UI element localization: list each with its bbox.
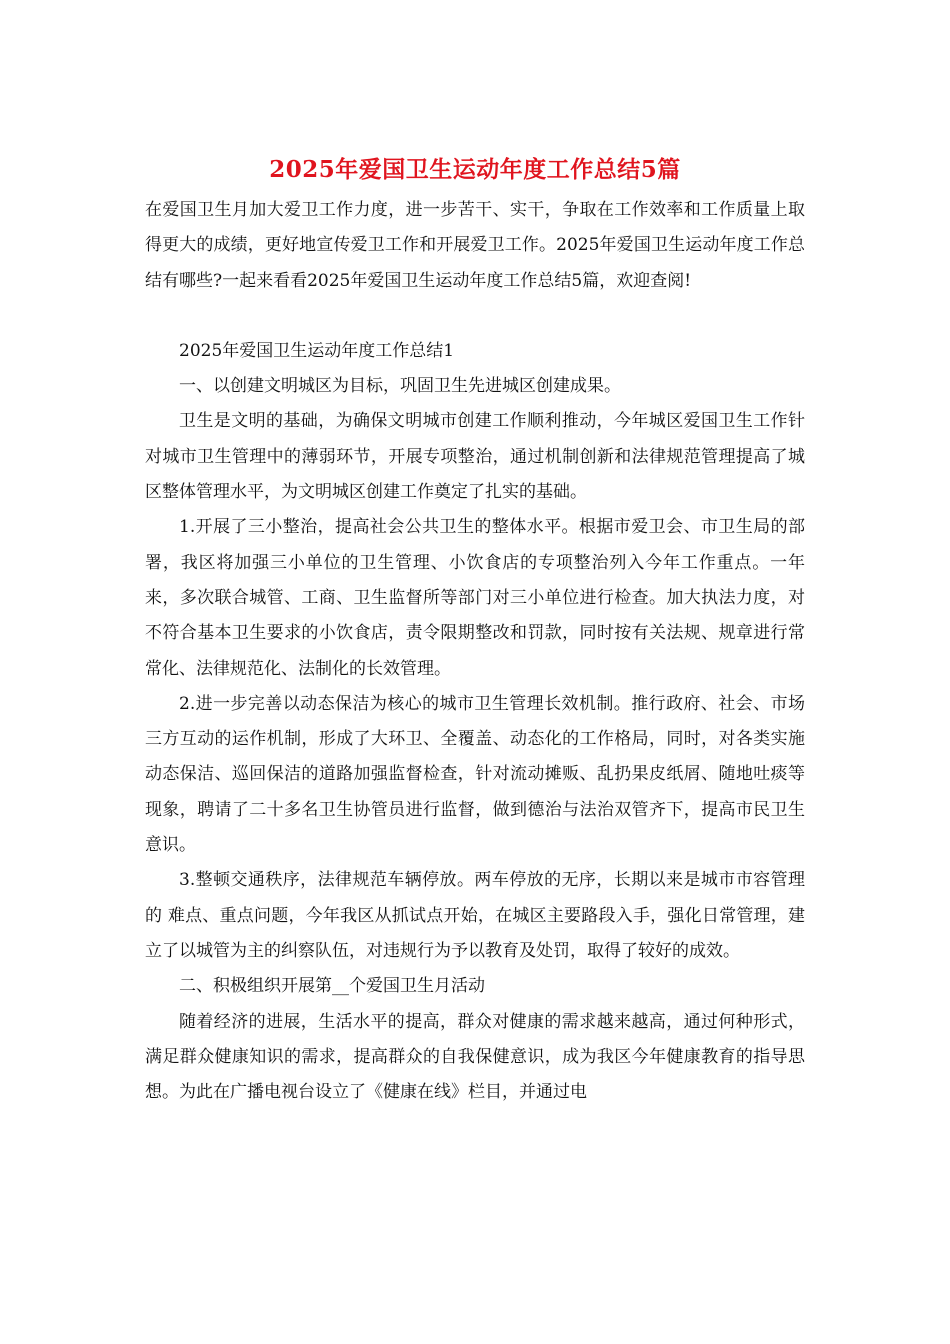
paragraph-spacer: [145, 299, 805, 334]
paragraph-2: 1.开展了三小整治，提高社会公共卫生的整体水平。根据市爱卫会、市卫生局的部署，我区将加强三小单位的卫生管理、小饮食店的专项整治列入今年工作重点。一年来，多次联合城管、工商、卫生监督所等部门对三小单位进行检查。加大执法力度，对不符合基本卫生要求的小饮食店，责令限期整改和罚款，同时按有关法规、规章进行常常化、法律规范化、法制化的长效管理。: [145, 517, 805, 679]
heading-2: 二、积极组织开展第__个爱国卫生月活动: [179, 976, 485, 997]
document-body: [145, 193, 805, 1110]
paragraph-1: 卫生是文明的基础，为确保文明城市创建工作顺利推动，今年城区爱国卫生工作针对城市卫生管理中的薄弱环节，开展专项整治，通过机制创新和法律规范管理提高了城区整体管理水平，为文明城区创建工作奠定了扎实的基础。: [145, 411, 805, 503]
paragraph-3: 2.进一步完善以动态保洁为核心的城市卫生管理长效机制。推行政府、社会、市场三方互动的运作机制，形成了大环卫、全覆盖、动态化的工作格局，同时，对各类实施动态保洁、巡回保洁的道路加强监督检查，针对流动摊贩、乱扔果皮纸屑、随地吐痰等现象，聘请了二十多名卫生协管员进行监督，做到德治与法治双管齐下，提高市民卫生意识。: [145, 693, 805, 856]
heading-1: 一、以创建文明城区为目标，巩固卫生先进城区创建成果。: [179, 376, 621, 397]
intro-paragraph: 在爱国卫生月加大爱卫工作力度，进一步苦干、实干，争取在工作效率和工作质量上取得更大的成绩，更好地宣传爱卫工作和开展爱卫工作。2025年爱国卫生运动年度工作总结有哪些?一起来看看2025年爱国卫生运动年度工作总结5篇，欢迎查阅!: [145, 200, 805, 291]
section-title: 2025年爱国卫生运动年度工作总结1: [179, 340, 455, 361]
paragraph-5: 随着经济的进展，生活水平的提高，群众对健康的需求越来越高，通过何种形式，满足群众健康知识的需求，提高群众的自我保健意识，成为我区今年健康教育的指导思想。为此在广播电视台设立了《健康在线》栏目，并通过电: [145, 1011, 805, 1103]
paragraph-4: 3.整顿交通秩序，法律规范车辆停放。两车停放的无序，长期以来是城市市容管理的 难点、重点问题，今年我区从抓试点开始，在城区主要路段入手，强化日常管理，建立了以城管为主的纠察队伍，对违规行为予以教育及处罚，取得了较好的成效。: [145, 870, 805, 961]
document-title: 2025年爱国卫生运动年度工作总结5篇: [269, 156, 681, 183]
